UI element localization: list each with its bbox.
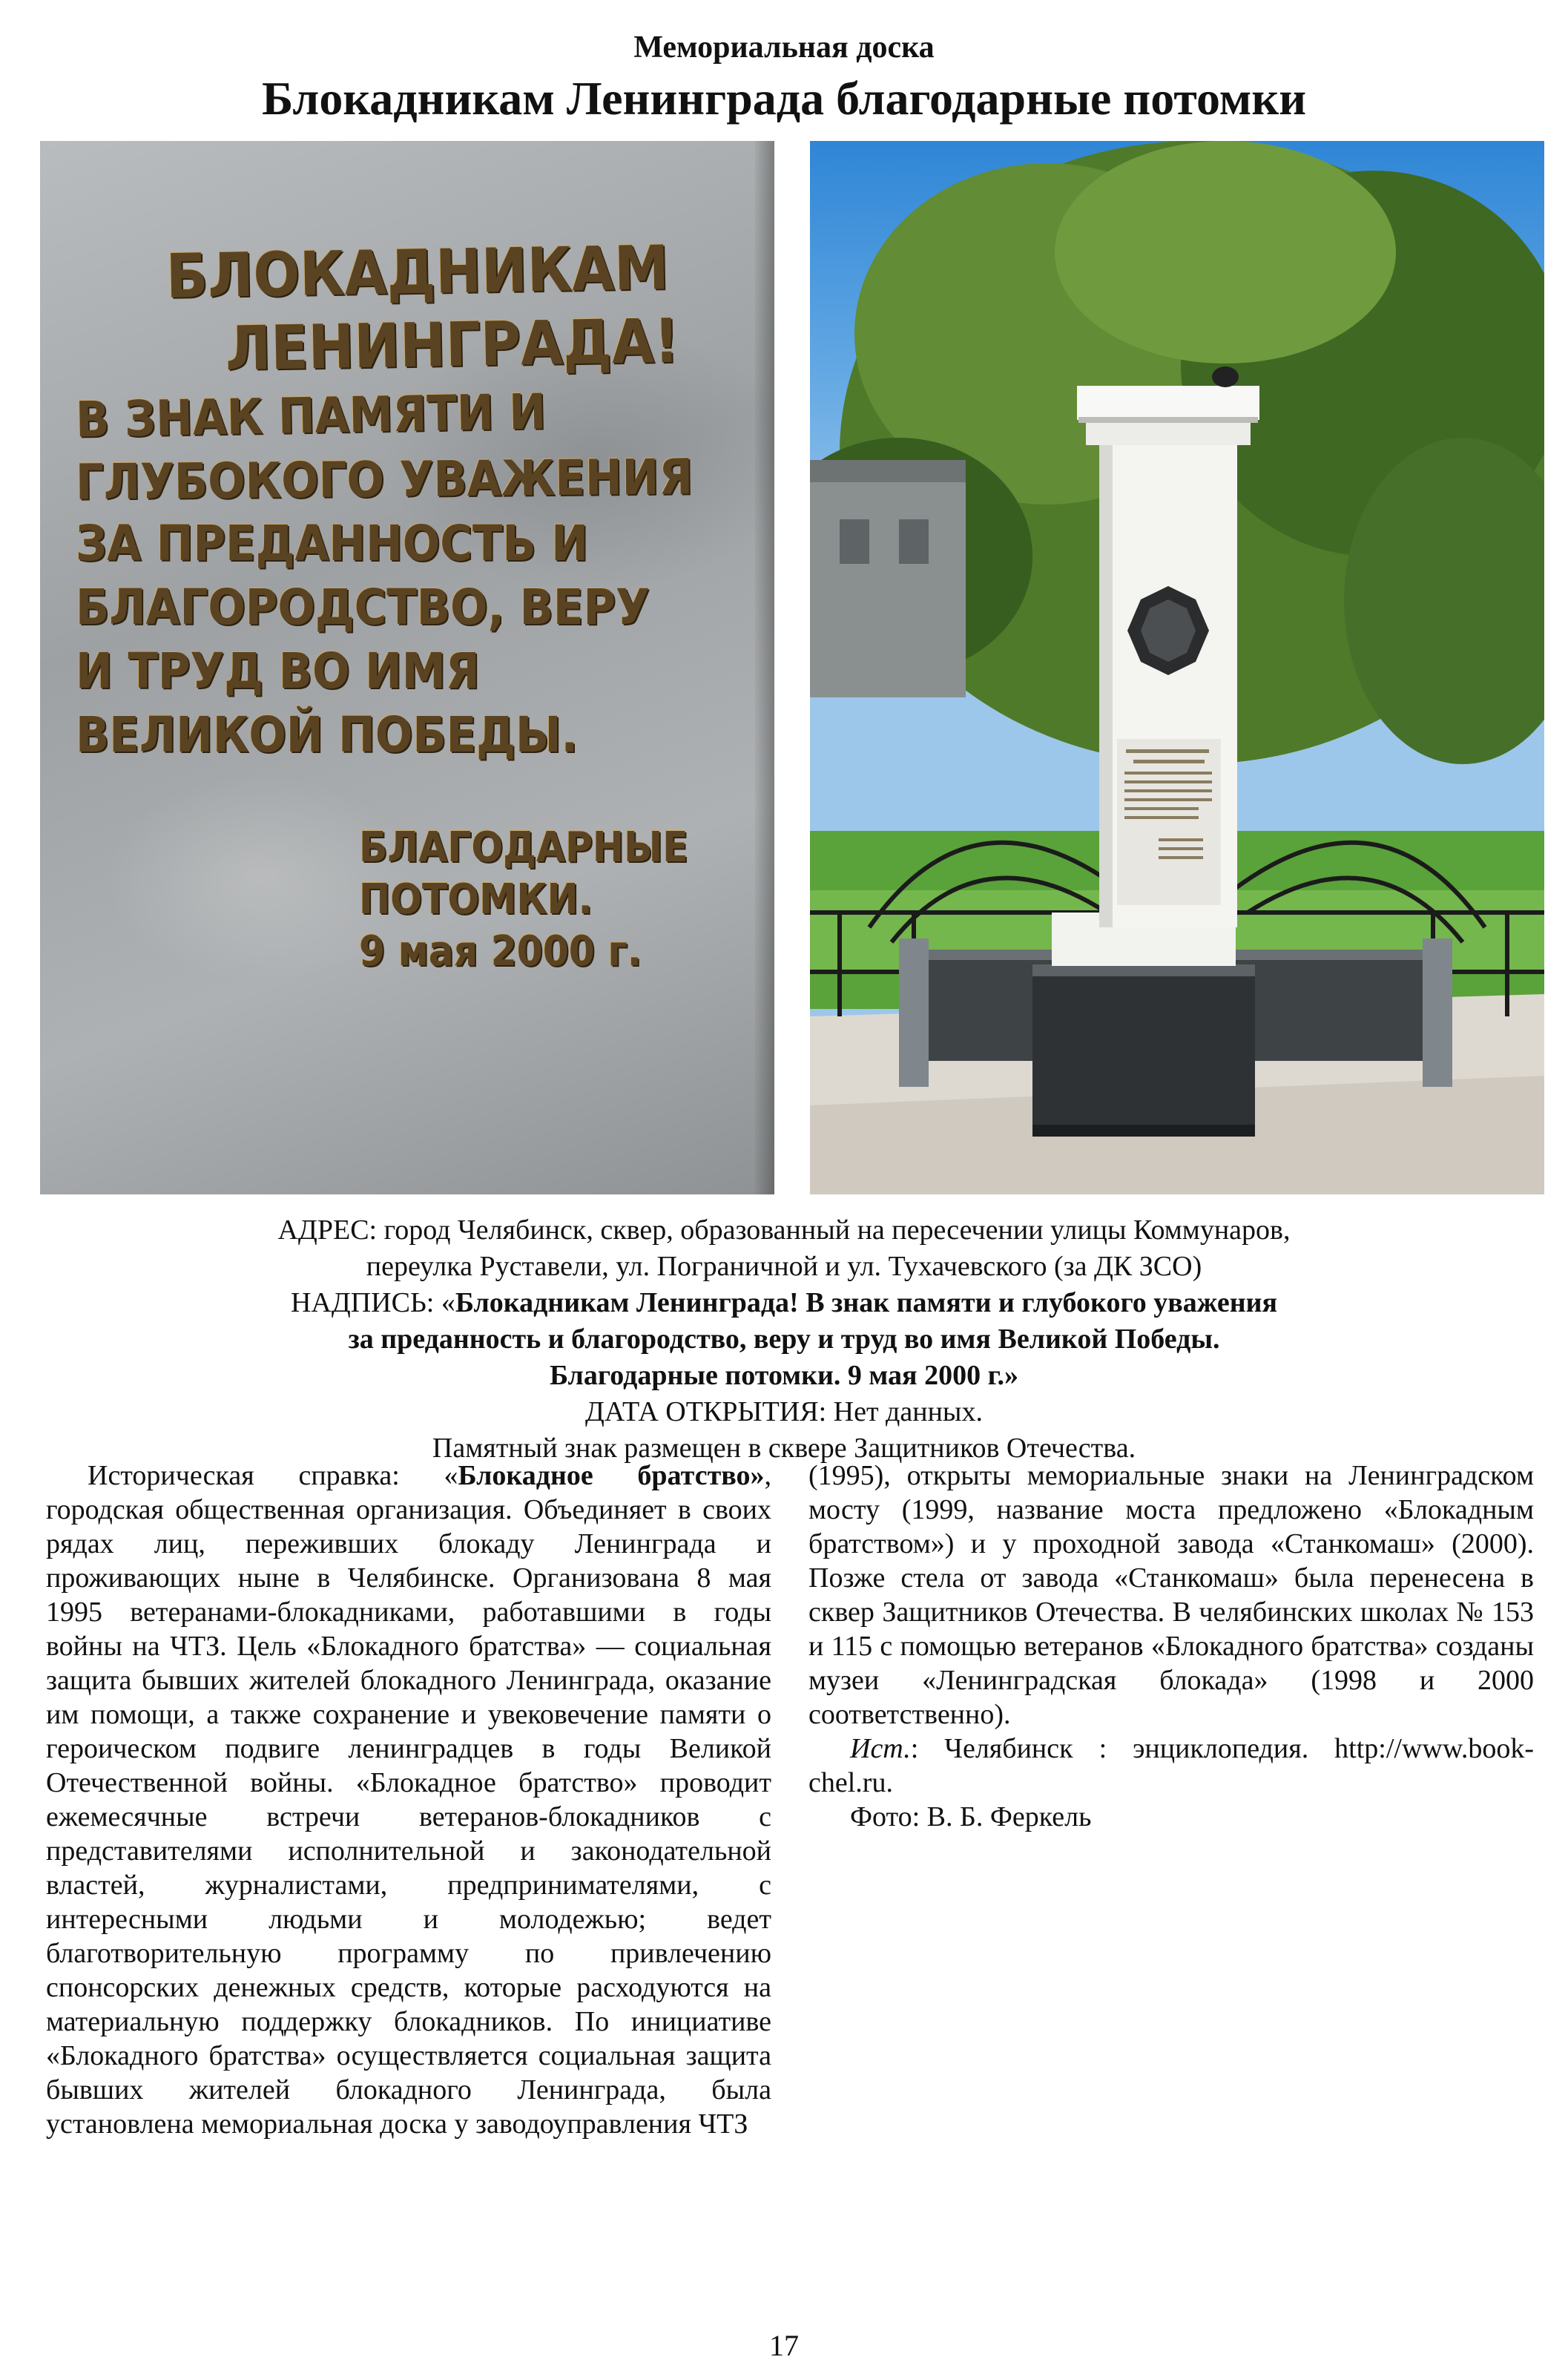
photo-credit: Фото: В. Б. Феркель: [850, 1801, 1092, 1832]
body-column-right: [808, 1459, 1534, 1834]
address-line-2: переулка Руставели, ул. Пограничной и ул. Тухачевского (за ДК ЗСО): [366, 1251, 1202, 1282]
plaque-line: 9 мая 2000 г.: [359, 927, 642, 976]
inscription-line: [126, 1285, 1442, 1321]
plaque-line: В ЗНАК ПАМЯТИ И: [75, 383, 547, 449]
plaque-line: БЛАГОДАРНЫЕ: [359, 823, 688, 872]
opening-date-line: [126, 1394, 1442, 1430]
inscription-label: НАДПИСЬ:: [290, 1287, 435, 1318]
caption-block: [126, 1212, 1442, 1467]
plaque-line: И ТРУД ВО ИМЯ: [76, 642, 480, 700]
page-title: Блокадникам Ленинграда благодарные потомки: [261, 72, 1307, 125]
history-paragraph: [46, 1459, 771, 2141]
plaque-line: БЛОКАДНИКАМ: [165, 233, 670, 312]
inscription-open-quote: «: [441, 1287, 455, 1318]
supertitle: Мемориальная доска: [633, 30, 935, 65]
source-paragraph: [808, 1732, 1534, 1800]
plaque-photo: [40, 141, 774, 1194]
history-text: , городская общественная организация. Объединяет в своих рядах лиц, переживших блокаду Ленинграда и проживающих ныне в Челябинске. Организована 8 мая 1995 ветеранами-блокадниками, работавшими в годы войны на ЧТЗ. Цель «Блокадного братства» — социальная защита бывших жителей блокадного Ленинграда, оказание им помощи, а также сохранение и увековечение памяти о героическом подвиге ленинградцев в годы Великой Отечественной войны. «Блокадное братство» проводит ежемесячные встречи ветеранов-блокадников с представителями исполнительной и законодательной властей, журналистами, предпринимателями, с интересными людьми и молодежью; ведет благотворительную программу по привлечению спонсорских денежных средств, которые расходуются на материальную поддержку блокадников. По инициативе «Блокадного братства» осуществляется социальная защита бывших жителей блокадного Ленинграда, была установлена мемориальная доска у заводоуправления ЧТЗ: [46, 1460, 771, 2140]
plaque-line: ЗА ПРЕДАННОСТЬ И: [76, 515, 588, 572]
page-number: 17: [769, 2329, 799, 2362]
plaque-line: ГЛУБОКОГО УВАЖЕНИЯ: [75, 448, 694, 511]
date-value: Нет данных.: [833, 1396, 983, 1427]
inscription-text-3: Благодарные потомки. 9 мая 2000 г.»: [549, 1360, 1019, 1391]
organization-name: Блокадное братство»: [458, 1460, 765, 1491]
inscription-text-2: за преданность и благородство, веру и труд во имя Великой Победы.: [348, 1324, 1220, 1355]
plaque-line: ПОТОМКИ.: [359, 875, 593, 924]
source-text: : Челябинск : энциклопедия. http://www.book-chel.ru.: [808, 1733, 1534, 1798]
plaque-line: БЛАГОРОДСТВО, ВЕРУ: [76, 579, 650, 636]
location-note: Памятный знак размещен в сквере Защитников Отечества.: [432, 1433, 1136, 1464]
plaque-line: ЛЕНИНГРАДА!: [225, 306, 680, 385]
source-label: Ист.: [850, 1733, 911, 1764]
address-label: АДРЕС:: [277, 1214, 378, 1246]
plaque-line: ВЕЛИКОЙ ПОБЕДЫ.: [76, 706, 579, 763]
inscription-text: Блокадникам Ленинграда! В знак памяти и глубокого уважения: [455, 1287, 1278, 1318]
address-value: город Челябинск, сквер, образованный на пересечении улицы Коммунаров,: [383, 1214, 1291, 1246]
date-label: ДАТА ОТКРЫТИЯ:: [585, 1396, 827, 1427]
monument-photo: [810, 141, 1544, 1194]
history-paragraph-continued: (1995), открыты мемориальные знаки на Ленинградском мосту (1999, название моста предложено «Блокадным братством») и у проходной завода «Станкомаш» (2000). Позже стела от завода «Станкомаш» была перенесена в сквер Защитников Отечества. В челябинских школах № 153 и 115 с помощью ветеранов «Блокадного братства» созданы музеи «Ленинградская блокада» (1998 и 2000 соответственно).: [808, 1460, 1534, 1730]
plaque-inscription: [40, 141, 774, 1194]
history-prefix: Историческая справка: «: [88, 1460, 458, 1491]
body-column-left: [46, 1459, 771, 2141]
address-line: [126, 1212, 1442, 1249]
monument-scene: [810, 141, 1544, 1194]
